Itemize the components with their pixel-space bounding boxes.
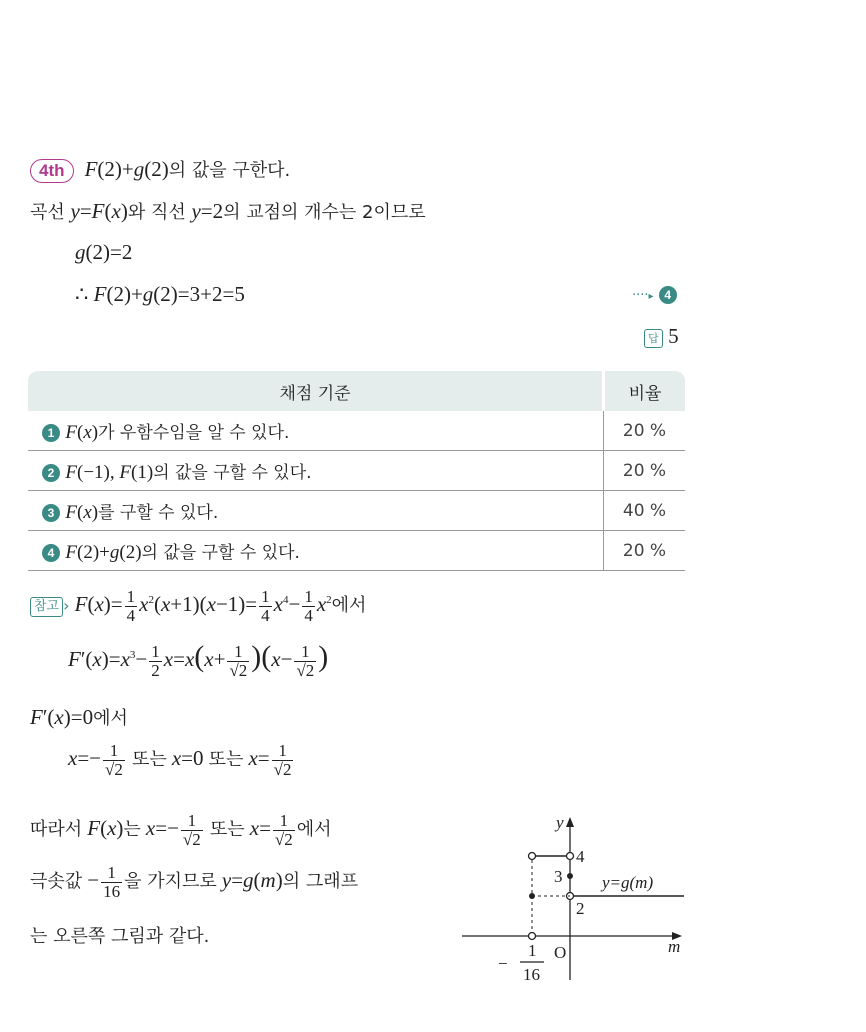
header-rate: 비율 <box>604 371 686 411</box>
gm-graph <box>460 812 686 992</box>
y-axis-label: y <box>556 813 564 832</box>
table-row: 1 F(x)가 우함수임을 알 수 있다. 20 % <box>28 411 685 451</box>
reference-line3: F′(x)=0에서 <box>30 705 128 729</box>
y-axis-arrow <box>566 817 574 827</box>
label-2: 2 <box>576 899 585 918</box>
step-badge: 4th <box>30 159 74 183</box>
table-row: 3 F(x)를 구할 수 있다. 40 % <box>28 491 685 531</box>
label-4: 4 <box>576 847 585 866</box>
reference-line1: 참고 › F(x)= $\frac{1}{4}$ $x^2(x+1)(x-1)=$ $\frac{1}{4}$ $x^4-$ $\frac{1}{4}$ $x^2$에서 <box>30 588 366 625</box>
step-mark-4: ····▸ 4 <box>632 284 677 304</box>
reference-badge: 참고 <box>30 597 63 617</box>
step4-heading: 4th F(2)+g(2)의 값을 구한다. <box>30 156 290 183</box>
neg-frac-den: 16 <box>523 965 540 984</box>
reference-line5: 따라서 F(x)는 x=− $\frac{1}{√2}$ 또는 x= $\frac{1}{√2}$ 에서 <box>30 811 332 849</box>
equation-sum: ∴ F(2)+g(2)=3+2=5 <box>75 282 245 306</box>
table-row: 2 F(−1), F(1)의 값을 구할 수 있다. 20 % <box>28 451 685 491</box>
equation-g2: g(2)=2 <box>75 240 133 264</box>
answer-icon: 답 <box>644 329 663 348</box>
answer: 답 5 <box>644 324 679 349</box>
header-criterion: 채점 기준 <box>28 371 604 411</box>
open-point <box>529 933 536 940</box>
reference-line6: 극솟값 − $\frac{1}{16}$ 을 가지므로 y=g(m)의 그래프 <box>30 863 358 901</box>
filled-point <box>567 873 573 879</box>
reference-derivative: $F'(x)=x^3-$ $\frac{1}{2}$ x=x(x+ $\frac{1}{√2}$ )(x− $\frac{1}{√2}$ ) <box>68 640 329 680</box>
step4-line1: 곡선 y=F(x)와 직선 y=2의 교점의 개수는 2이므로 <box>30 199 426 223</box>
origin-label: O <box>554 943 567 962</box>
grading-table <box>28 371 685 571</box>
reference-roots: x=− $\frac{1}{√2}$ 또는 x=0 또는 x= $\frac{1}{√2}$ <box>68 741 292 779</box>
reference-line7: 는 오른쪽 그림과 같다. <box>30 926 210 947</box>
m-axis-label: m <box>668 937 681 956</box>
curve-label: y=g(m) <box>602 873 654 892</box>
neg-sign: − <box>498 954 508 973</box>
neg-frac-num: 1 <box>528 941 537 960</box>
label-3: 3 <box>554 867 563 886</box>
open-point <box>529 853 536 860</box>
open-point <box>567 853 574 860</box>
table-row: 4 F(2)+g(2)의 값을 구할 수 있다. 20 % <box>28 531 685 571</box>
